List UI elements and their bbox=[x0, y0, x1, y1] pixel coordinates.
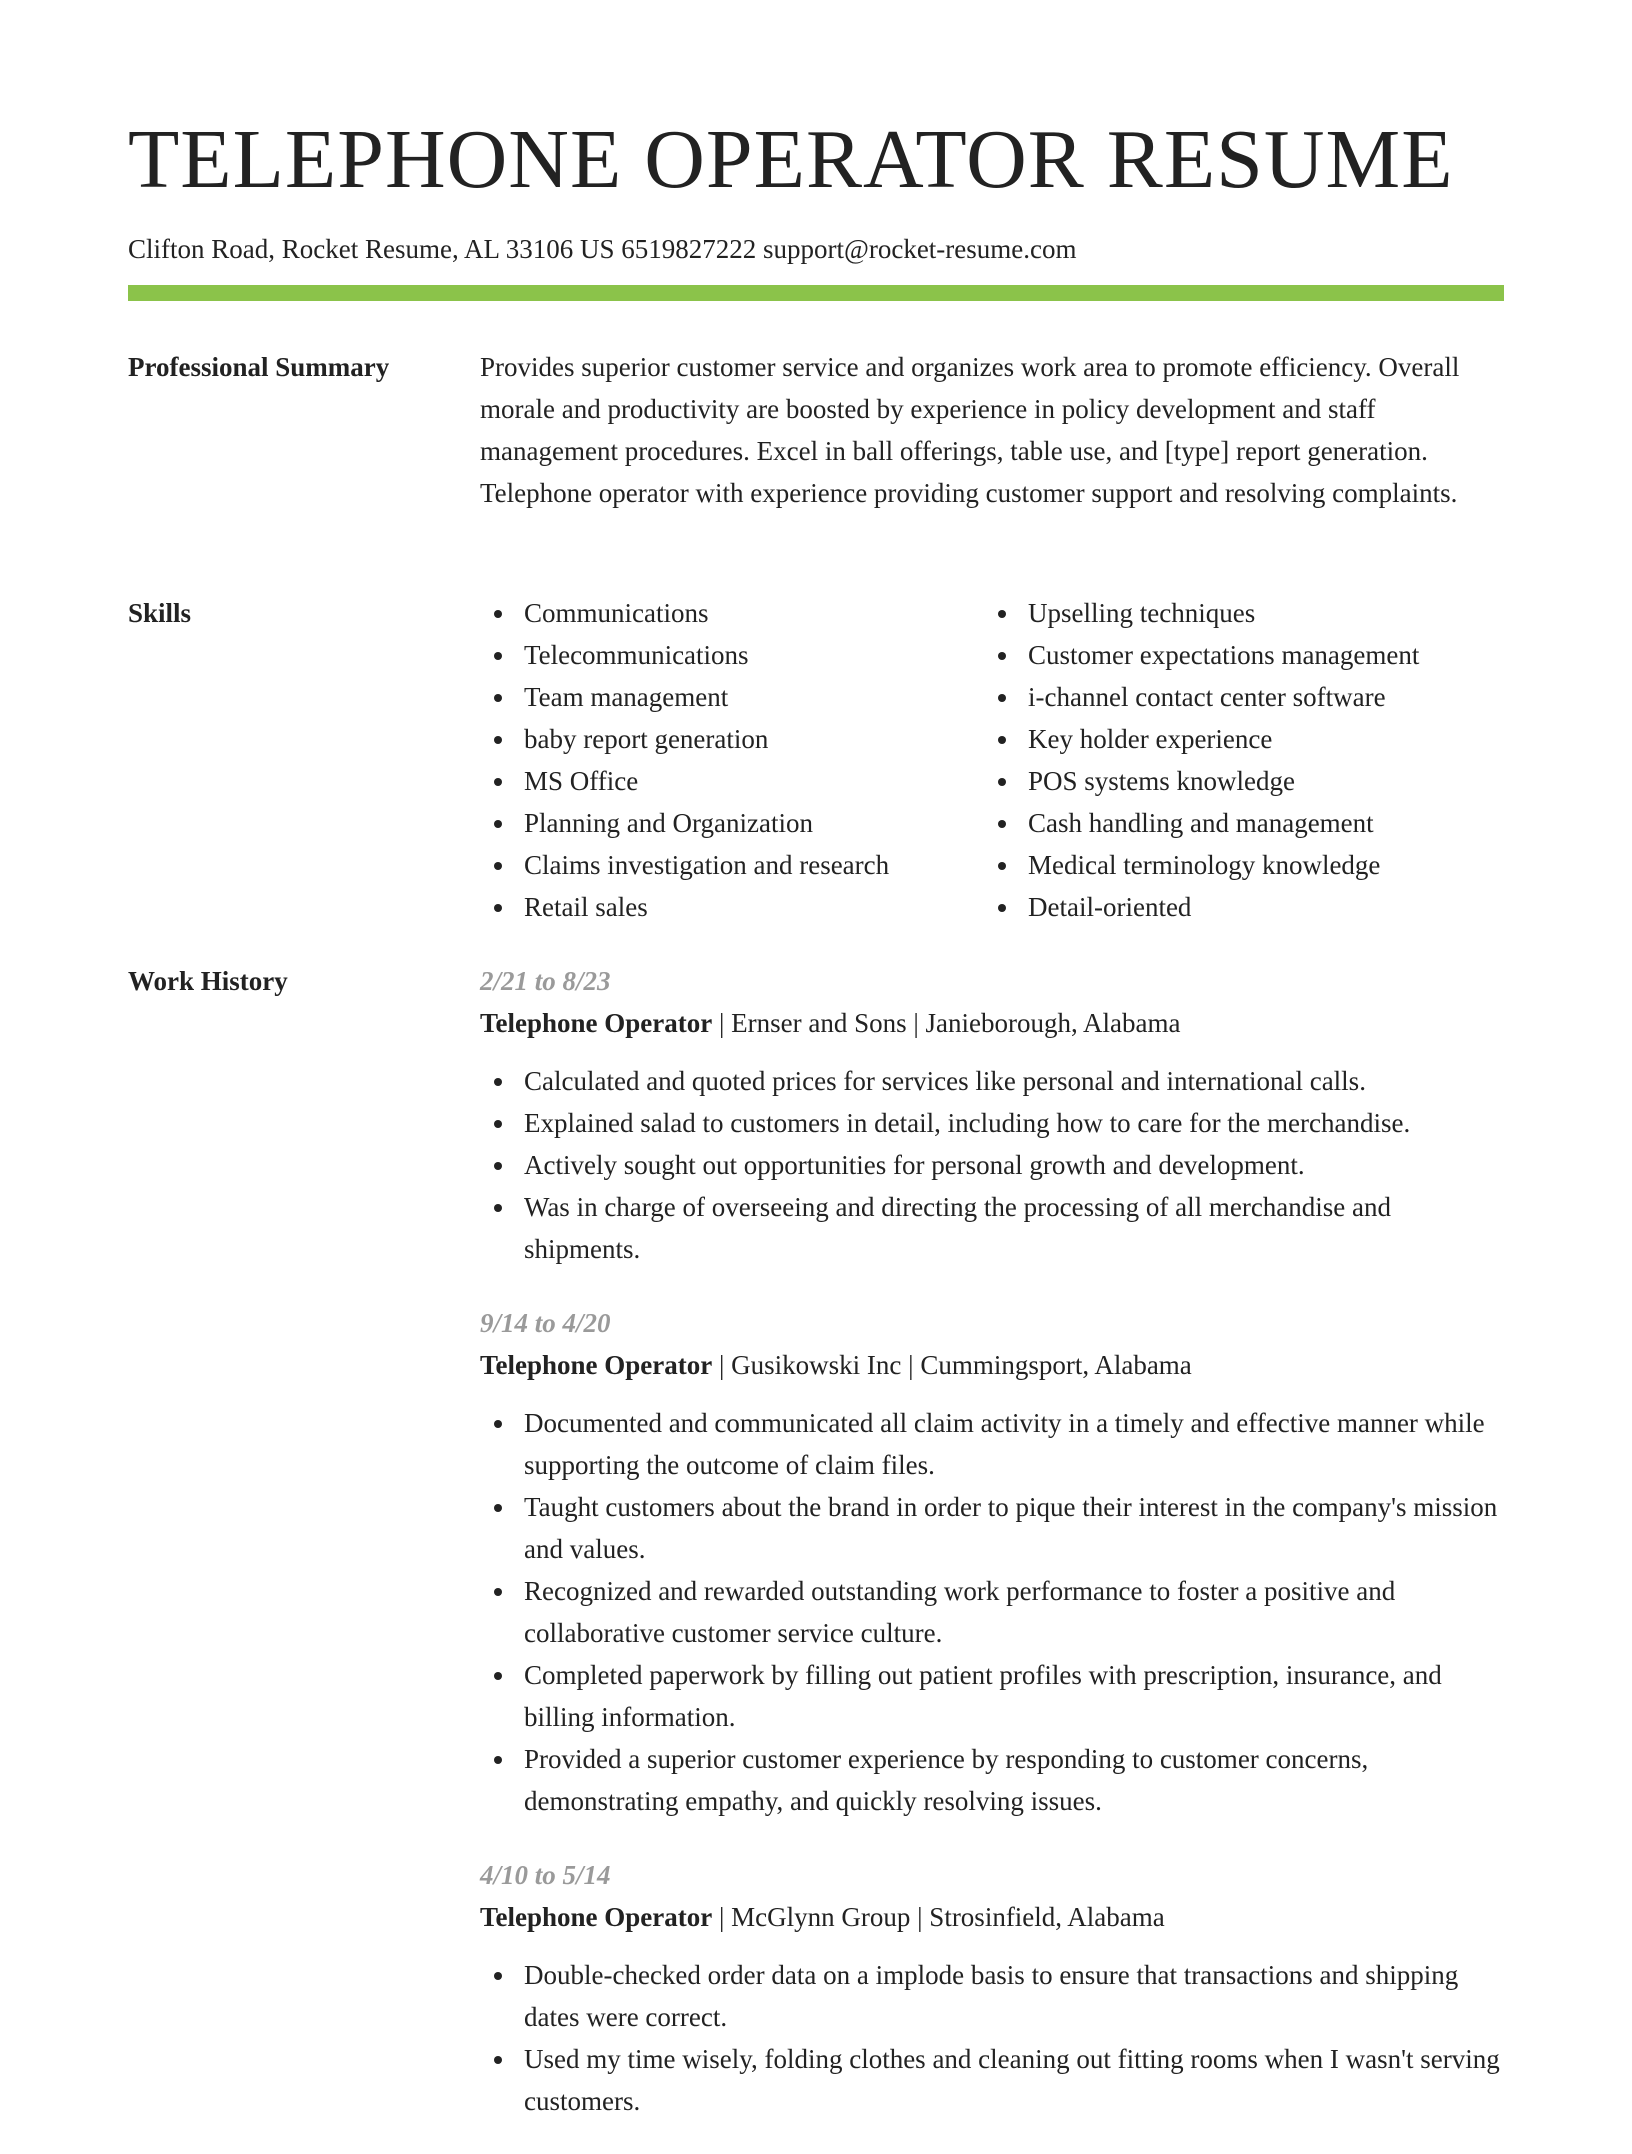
contact-line: Clifton Road, Rocket Resume, AL 33106 US 6519827222 support@rocket-resume.com bbox=[128, 234, 1077, 264]
job-dates: 9/14 to 4/20 bbox=[480, 1308, 611, 1338]
job-duty: Used my time wisely, folding clothes and cleaning out fitting rooms when I wasn't serving customers. bbox=[480, 2038, 1504, 2122]
summary-heading: Professional Summary bbox=[128, 352, 390, 382]
job-duty: Completed paperwork by filling out patient profiles with prescription, insurance, and billing information. bbox=[480, 1654, 1504, 1738]
job-heading bbox=[480, 1344, 1504, 1386]
job-separator: | bbox=[910, 1902, 930, 1932]
job-duty: Recognized and rewarded outstanding work performance to foster a positive and collaborative customer service culture. bbox=[480, 1570, 1504, 1654]
skills-list-left bbox=[480, 592, 984, 928]
job-duty: Provided a superior customer experience by responding to customer concerns, demonstrating empathy, and quickly resolving issues. bbox=[480, 1738, 1504, 1822]
job-entry bbox=[480, 1302, 1504, 1822]
skill-item: Key holder experience bbox=[984, 718, 1504, 760]
skill-item: Medical terminology knowledge bbox=[984, 844, 1504, 886]
skills-list-right bbox=[984, 592, 1504, 928]
skill-item: Communications bbox=[480, 592, 984, 634]
job-dates: 4/10 to 5/14 bbox=[480, 1860, 611, 1890]
job-title: Telephone Operator bbox=[480, 1350, 713, 1380]
job-dates: 2/21 to 8/23 bbox=[480, 966, 611, 996]
skill-item: Team management bbox=[480, 676, 984, 718]
job-separator: | bbox=[901, 1350, 921, 1380]
job-location: Strosinfield, Alabama bbox=[929, 1902, 1165, 1932]
job-entry bbox=[480, 1854, 1504, 2122]
summary-text: Provides superior customer service and organizes work area to promote efficiency. Overall morale and productivity are boosted by experience in policy development and staff management procedures. Excel in ball offerings, table use, and [type] report generation. Telephone operator with experience providing customer support and resolving complaints. bbox=[480, 352, 1460, 508]
job-separator: | bbox=[712, 1902, 732, 1932]
skill-item: i-channel contact center software bbox=[984, 676, 1504, 718]
job-duty: Calculated and quoted prices for services like personal and international calls. bbox=[480, 1060, 1504, 1102]
skill-item: Planning and Organization bbox=[480, 802, 984, 844]
skill-item: Customer expectations management bbox=[984, 634, 1504, 676]
job-duty: Explained salad to customers in detail, including how to care for the merchandise. bbox=[480, 1102, 1504, 1144]
skill-item: Detail-oriented bbox=[984, 886, 1504, 928]
skills-heading: Skills bbox=[128, 598, 192, 628]
skill-item: MS Office bbox=[480, 760, 984, 802]
job-title: Telephone Operator bbox=[480, 1902, 713, 1932]
skill-item: POS systems knowledge bbox=[984, 760, 1504, 802]
skill-item: Retail sales bbox=[480, 886, 984, 928]
job-location: Cummingsport, Alabama bbox=[920, 1350, 1192, 1380]
skill-item: Cash handling and management bbox=[984, 802, 1504, 844]
job-location: Janieborough, Alabama bbox=[925, 1008, 1181, 1038]
job-duty: Double-checked order data on a implode basis to ensure that transactions and shipping dates were correct. bbox=[480, 1954, 1504, 2038]
job-heading bbox=[480, 1896, 1504, 1938]
skill-item: Telecommunications bbox=[480, 634, 984, 676]
work-history-heading: Work History bbox=[128, 966, 288, 996]
job-duties-list bbox=[480, 1954, 1504, 2122]
job-company: Ernser and Sons bbox=[731, 1008, 907, 1038]
accent-divider bbox=[128, 285, 1504, 301]
job-separator: | bbox=[906, 1008, 926, 1038]
skill-item: Upselling techniques bbox=[984, 592, 1504, 634]
job-duty: Documented and communicated all claim activity in a timely and effective manner while supporting the outcome of claim files. bbox=[480, 1402, 1504, 1486]
skill-item: Claims investigation and research bbox=[480, 844, 984, 886]
job-separator: | bbox=[712, 1008, 732, 1038]
job-company: McGlynn Group bbox=[731, 1902, 911, 1932]
job-title: Telephone Operator bbox=[480, 1008, 713, 1038]
job-entry bbox=[480, 960, 1504, 1270]
job-duties-list bbox=[480, 1060, 1504, 1270]
job-heading bbox=[480, 1002, 1504, 1044]
job-company: Gusikowski Inc bbox=[731, 1350, 902, 1380]
job-duties-list bbox=[480, 1402, 1504, 1822]
resume-title: TELEPHONE OPERATOR RESUME bbox=[128, 113, 1454, 206]
job-duty: Actively sought out opportunities for personal growth and development. bbox=[480, 1144, 1504, 1186]
job-duty: Was in charge of overseeing and directing the processing of all merchandise and shipments. bbox=[480, 1186, 1504, 1270]
job-duty: Taught customers about the brand in order to pique their interest in the company's mission and values. bbox=[480, 1486, 1504, 1570]
job-separator: | bbox=[712, 1350, 732, 1380]
skill-item: baby report generation bbox=[480, 718, 984, 760]
